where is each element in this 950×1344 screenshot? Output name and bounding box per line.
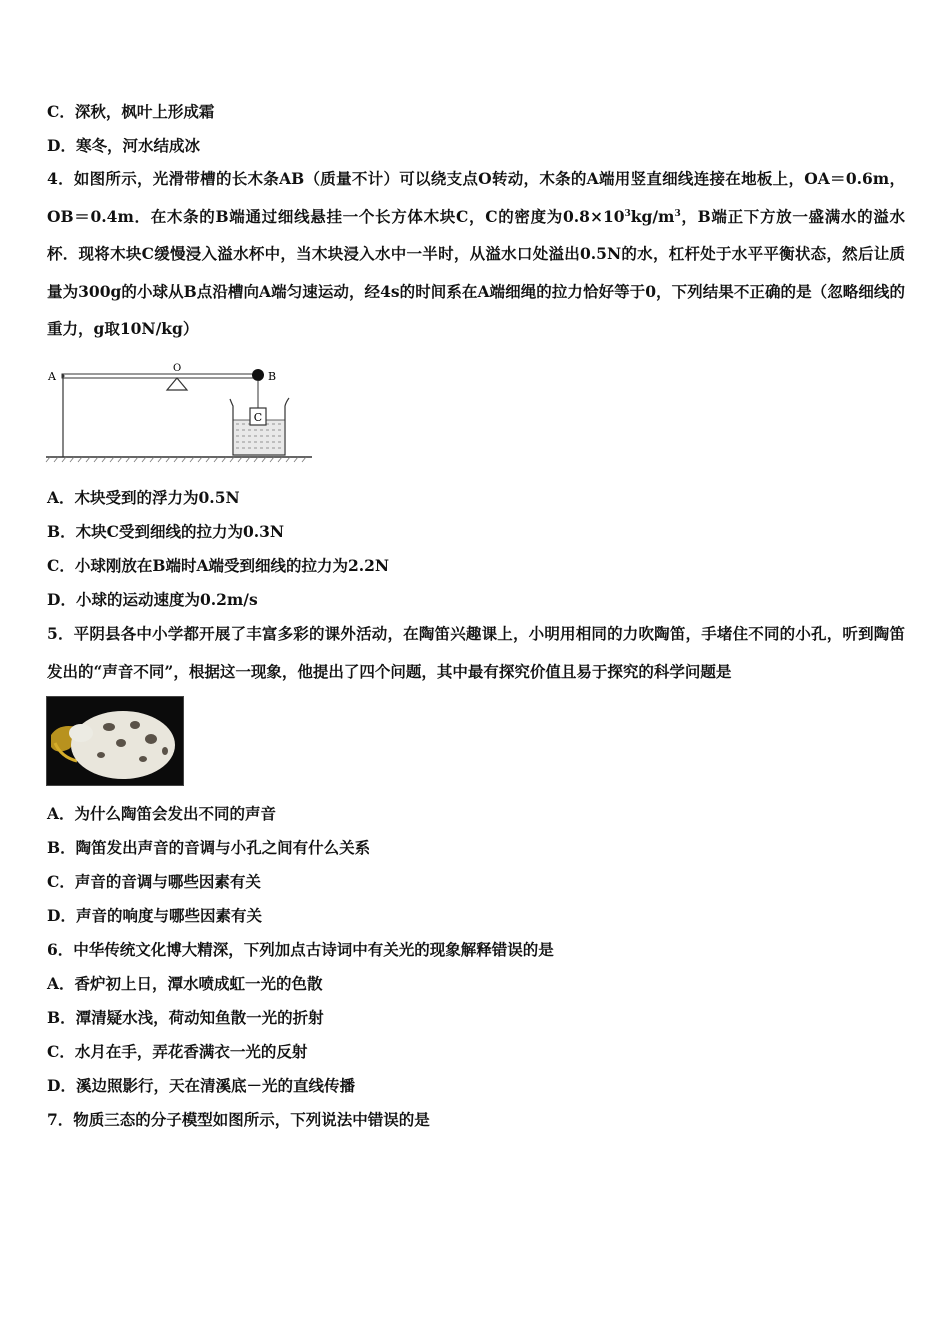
q6-option-d: D．溪边照影行，天在清溪底－光的直线传播 [47, 1076, 355, 1095]
q6-option-c: C．水月在手，弄花香满衣一光的反射 [47, 1042, 308, 1061]
label-a: A [48, 370, 56, 383]
q4-option-a: A．木块受到的浮力为0.5N [47, 488, 240, 507]
ocarina-photo [46, 696, 184, 786]
label-b: B [268, 370, 277, 383]
lever-diagram [44, 362, 316, 464]
question-7-stem: 7．物质三态的分子模型如图所示，下列说法中错误的是 [47, 1110, 430, 1129]
q5-option-b: B．陶笛发出声音的音调与小孔之间有什么关系 [47, 838, 371, 857]
label-o: O [173, 363, 182, 374]
q5-option-d: D．声音的响度与哪些因素有关 [47, 906, 262, 925]
option-c-prev: C．深秋，枫叶上形成霜 [47, 102, 215, 121]
q4-option-d: D．小球的运动速度为0.2m/s [47, 590, 258, 609]
q4-option-b: B．木块C受到细线的拉力为0.3N [47, 522, 285, 541]
option-d-prev: D．寒冬，河水结成冰 [47, 136, 200, 155]
question-4-stem: 4．如图所示，光滑带槽的长木条AB（质量不计）可以绕支点O转动，木条的A端用竖直细线连接在地板上，OA＝0.6m，OB＝0.4m．在木条的B端通过细线悬挂一个长方体木块C，C的密度为$0.8\times 10^3kg/m^3$，B端正下方放一盛满水的溢水杯．现将木块C缓慢浸入溢水杯中，当木块浸入水中一半时，从溢水口处溢出0.5N的水，杠杆处于水平平衡状态，然后让质量为300g的小球从B点沿槽向A端匀速运动，经4s的时间系在A端细绳的拉力恰好等于0，下列结果不正确的是（忽略细线的重力，g取10N/kg） [47, 169, 905, 338]
question-5-stem: 5．平阴县各中小学都开展了丰富多彩的课外活动，在陶笛兴趣课上，小明用相同的力吹陶笛，手堵住不同的小孔，听到陶笛发出的“声音不同”，根据这一现象，他提出了四个问题，其中最有探究价值且易于探究的科学问题是 [47, 624, 905, 681]
q4-option-c: C．小球刚放在B端时A端受到细线的拉力为2.2N [47, 556, 390, 575]
question-6-stem: 6．中华传统文化博大精深，下列加点古诗词中有关光的现象解释错误的是 [47, 940, 554, 959]
label-c: C [253, 411, 263, 424]
q5-option-a: A．为什么陶笛会发出不同的声音 [47, 804, 277, 823]
q6-option-b: B．潭清疑水浅，荷动知鱼散一光的折射 [47, 1008, 324, 1027]
q6-option-a: A．香炉初上日，潭水喷成虹一光的色散 [47, 974, 323, 993]
q5-option-c: C．声音的音调与哪些因素有关 [47, 872, 261, 891]
